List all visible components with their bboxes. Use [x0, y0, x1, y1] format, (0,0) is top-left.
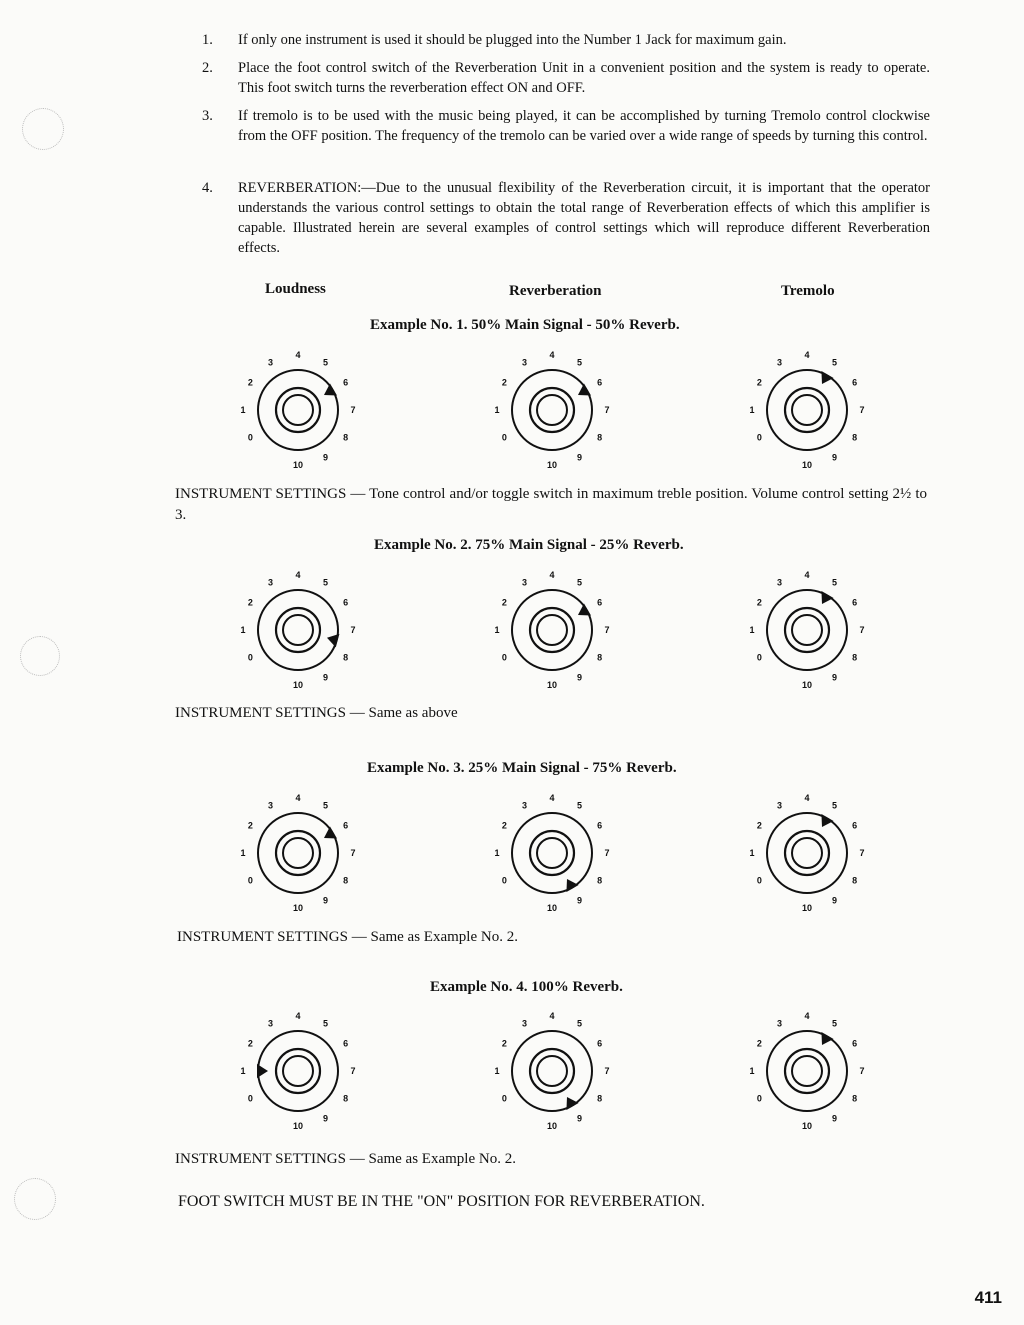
dial-outer-ring: [512, 590, 592, 670]
dial-scale-label: 10: [801, 680, 813, 690]
knob-cap: [537, 615, 567, 645]
dial-scale-label: 1: [749, 848, 755, 858]
dial-scale-label: 5: [576, 577, 583, 588]
dial-scale-label: 3: [776, 357, 783, 368]
tremolo-knob: [737, 562, 877, 702]
page-number: 411: [974, 1288, 1002, 1307]
dial-scale-label: 2: [756, 597, 762, 608]
dial-scale-label: 2: [756, 1038, 762, 1049]
dial-scale-label: 8: [852, 432, 858, 443]
dial-outer-ring: [512, 1031, 592, 1111]
dial-scale-label: 8: [597, 432, 603, 443]
dial-scale-label: 9: [831, 452, 838, 463]
knob-cap: [283, 1056, 313, 1086]
dial-scale-label: 10: [801, 1121, 813, 1131]
pointer-indicator: [578, 383, 591, 395]
dial-outer-ring: [258, 370, 338, 450]
pointer-indicator: [327, 634, 339, 648]
dial-scale-label: 2: [247, 597, 253, 608]
instrument-settings: INSTRUMENT SETTINGS — Tone control and/or toggle switch in maximum treble position. Volume control setting 2½ to 3.: [175, 486, 927, 523]
dial-scale-label: 0: [247, 652, 253, 663]
knob-cap: [792, 615, 822, 645]
instruction-text: If only one instrument is used it should be plugged into the Number 1 Jack for maximum gain.: [238, 32, 787, 48]
loudness-knob: [228, 342, 368, 482]
dial-scale-label: 7: [859, 1066, 865, 1076]
dial-scale-label: 1: [240, 848, 246, 858]
dial-scale-label: 7: [859, 405, 865, 415]
tremolo-knob: [737, 785, 877, 925]
loudness-knob: [228, 785, 368, 925]
dial-outer-ring: [767, 370, 847, 450]
dial-outer-ring: [512, 370, 592, 450]
dial-graphic: [228, 785, 368, 925]
dial-scale-label: 10: [546, 460, 558, 470]
dial-scale-label: 3: [267, 800, 274, 811]
dial-scale-label: 3: [776, 800, 783, 811]
dial-scale-label: 6: [852, 1038, 858, 1049]
instruction-1: [202, 30, 932, 50]
knob-cap: [283, 615, 313, 645]
dial-scale-label: 8: [597, 652, 603, 663]
dial-scale-label: 2: [247, 377, 253, 388]
reverberation-knob: [482, 562, 622, 702]
dial-scale-label: 9: [831, 1113, 838, 1124]
dial-outer-ring: [258, 1031, 338, 1111]
dial-outer-ring: [258, 813, 338, 893]
dial-graphic: [737, 562, 877, 702]
dial-scale-label: 4: [549, 570, 555, 580]
dial-scale-label: 8: [852, 875, 858, 886]
dial-graphic: [228, 342, 368, 482]
dial-scale-label: 4: [804, 1011, 810, 1021]
column-header-loudness: Loudness: [265, 281, 326, 297]
pointer-indicator: [324, 383, 337, 395]
dial-scale-label: 6: [343, 1038, 349, 1049]
dial-scale-label: 5: [576, 800, 583, 811]
dial-scale-label: 10: [546, 903, 558, 913]
dial-scale-label: 2: [501, 820, 507, 831]
dial-scale-label: 10: [292, 903, 304, 913]
dial-outer-ring: [258, 590, 338, 670]
dial-scale-label: 6: [852, 820, 858, 831]
dial-scale-label: 2: [247, 1038, 253, 1049]
dial-graphic: [737, 1003, 877, 1143]
dial-scale-label: 7: [859, 848, 865, 858]
knob-cap: [283, 395, 313, 425]
dial-scale-label: 0: [501, 1093, 507, 1104]
instruction-4: [202, 178, 932, 260]
dial-scale-label: 5: [576, 357, 583, 368]
dial-scale-label: 7: [604, 1066, 610, 1076]
dial-scale-label: 8: [597, 875, 603, 886]
instrument-settings: INSTRUMENT SETTINGS — Same as above: [175, 705, 458, 721]
punch-hole: [22, 108, 64, 150]
dial-scale-label: 4: [804, 570, 810, 580]
example-title: Example No. 2. 75% Main Signal - 25% Reverb.: [374, 537, 684, 553]
dial-scale-label: 7: [350, 848, 356, 858]
dial-scale-label: 1: [494, 848, 500, 858]
dial-scale-label: 2: [501, 1038, 507, 1049]
pointer-indicator: [821, 1032, 833, 1045]
dial-scale-label: 8: [343, 652, 349, 663]
dial-scale-label: 7: [350, 405, 356, 415]
dial-scale-label: 1: [749, 625, 755, 635]
dial-graphic: [482, 562, 622, 702]
dial-scale-label: 4: [295, 1011, 301, 1021]
dial-scale-label: 3: [521, 800, 528, 811]
dial-scale-label: 2: [247, 820, 253, 831]
dial-scale-label: 7: [604, 405, 610, 415]
dial-scale-label: 7: [604, 625, 610, 635]
dial-outer-ring: [767, 1031, 847, 1111]
dial-scale-label: 4: [549, 350, 555, 360]
dial-scale-label: 9: [576, 672, 583, 683]
dial-scale-label: 0: [756, 652, 762, 663]
dial-scale-label: 3: [521, 1018, 528, 1029]
knob-cap: [792, 1056, 822, 1086]
dial-scale-label: 6: [597, 820, 603, 831]
dial-scale-label: 0: [247, 875, 253, 886]
dial-scale-label: 10: [546, 680, 558, 690]
dial-scale-label: 5: [576, 1018, 583, 1029]
dial-scale-label: 1: [749, 405, 755, 415]
dial-scale-label: 0: [756, 1093, 762, 1104]
dial-scale-label: 7: [350, 1066, 356, 1076]
pointer-indicator: [257, 1064, 268, 1078]
dial-scale-label: 8: [597, 1093, 603, 1104]
dial-graphic: [228, 1003, 368, 1143]
dial-scale-label: 6: [343, 597, 349, 608]
dial-scale-label: 10: [292, 680, 304, 690]
dial-scale-label: 0: [247, 432, 253, 443]
dial-scale-label: 1: [240, 405, 246, 415]
dial-scale-label: 4: [549, 1011, 555, 1021]
dial-scale-label: 6: [597, 1038, 603, 1049]
dial-scale-label: 2: [501, 377, 507, 388]
dial-scale-label: 9: [322, 895, 329, 906]
column-header-tremolo: Tremolo: [781, 283, 835, 299]
dial-scale-label: 3: [521, 577, 528, 588]
dial-scale-label: 2: [501, 597, 507, 608]
dial-scale-label: 1: [494, 1066, 500, 1076]
instruction-text: Place the foot control switch of the Reverberation Unit in a convenient position and the system is ready to operate. This foot switch turns the reverberation effect ON and OFF.: [238, 60, 930, 96]
instruction-2: [202, 58, 932, 98]
dial-scale-label: 7: [859, 625, 865, 635]
dial-scale-label: 2: [756, 820, 762, 831]
instruction-number: 1.: [202, 32, 213, 48]
instrument-settings: INSTRUMENT SETTINGS — Same as Example No. 2.: [177, 929, 518, 945]
pointer-indicator: [578, 603, 591, 615]
pointer-indicator: [324, 826, 337, 838]
dial-scale-label: 6: [343, 820, 349, 831]
dial-scale-label: 10: [292, 460, 304, 470]
dial-scale-label: 5: [831, 1018, 838, 1029]
tremolo-knob: [737, 342, 877, 482]
dial-scale-label: 8: [852, 1093, 858, 1104]
instruction-text: REVERBERATION:—Due to the unusual flexibility of the Reverberation circuit, it is important that the operator understands the various control settings to obtain the total range of Reverberation effects of which this amplifier is capable. Illustrated herein are several examples of control settings which will reproduce different Reverberation effects.: [238, 180, 930, 256]
dial-outer-ring: [767, 813, 847, 893]
dial-scale-label: 6: [597, 597, 603, 608]
punch-hole: [20, 636, 60, 676]
loudness-knob: [228, 562, 368, 702]
tremolo-knob: [737, 1003, 877, 1143]
dial-scale-label: 3: [267, 577, 274, 588]
pointer-indicator: [821, 814, 833, 827]
instruction-3: [202, 106, 932, 166]
dial-scale-label: 9: [831, 895, 838, 906]
instruction-number: 3.: [202, 108, 213, 124]
pointer-indicator: [566, 879, 578, 892]
pointer-indicator: [566, 1097, 578, 1110]
knob-cap: [792, 838, 822, 868]
dial-scale-label: 5: [831, 800, 838, 811]
dial-scale-label: 0: [247, 1093, 253, 1104]
dial-scale-label: 4: [295, 793, 301, 803]
knob-cap: [537, 838, 567, 868]
dial-scale-label: 3: [776, 1018, 783, 1029]
reverberation-knob: [482, 785, 622, 925]
instruction-number: 2.: [202, 60, 213, 76]
dial-scale-label: 1: [749, 1066, 755, 1076]
example-title: Example No. 4. 100% Reverb.: [430, 979, 623, 995]
footer-note: FOOT SWITCH MUST BE IN THE "ON" POSITION FOR REVERBERATION.: [178, 1193, 705, 1210]
dial-scale-label: 5: [831, 357, 838, 368]
reverberation-knob: [482, 342, 622, 482]
knob-cap: [283, 838, 313, 868]
dial-graphic: [482, 1003, 622, 1143]
dial-scale-label: 5: [831, 577, 838, 588]
pointer-indicator: [821, 371, 833, 384]
dial-scale-label: 4: [295, 350, 301, 360]
dial-scale-label: 5: [322, 800, 329, 811]
dial-scale-label: 9: [831, 672, 838, 683]
dial-scale-label: 5: [322, 577, 329, 588]
dial-scale-label: 9: [322, 452, 329, 463]
dial-scale-label: 6: [343, 377, 349, 388]
dial-scale-label: 4: [295, 570, 301, 580]
dial-scale-label: 9: [576, 1113, 583, 1124]
dial-scale-label: 0: [756, 875, 762, 886]
dial-scale-label: 0: [501, 432, 507, 443]
dial-scale-label: 5: [322, 1018, 329, 1029]
dial-scale-label: 10: [801, 460, 813, 470]
dial-graphic: [737, 342, 877, 482]
dial-scale-label: 0: [756, 432, 762, 443]
dial-scale-label: 10: [801, 903, 813, 913]
dial-scale-label: 6: [852, 597, 858, 608]
dial-scale-label: 5: [322, 357, 329, 368]
dial-scale-label: 9: [576, 452, 583, 463]
punch-hole: [14, 1178, 56, 1220]
example-title: Example No. 3. 25% Main Signal - 75% Reverb.: [367, 760, 677, 776]
dial-scale-label: 3: [267, 357, 274, 368]
pointer-indicator: [821, 591, 833, 604]
dial-scale-label: 7: [350, 625, 356, 635]
dial-scale-label: 3: [267, 1018, 274, 1029]
dial-scale-label: 1: [240, 625, 246, 635]
dial-scale-label: 4: [804, 793, 810, 803]
instruction-text: If tremolo is to be used with the music being played, it can be accomplished by turning Tremolo control clockwise from the OFF position. The frequency of the tremolo can be varied over a wide range of speeds by turning this control.: [238, 108, 930, 144]
dial-scale-label: 4: [549, 793, 555, 803]
dial-scale-label: 0: [501, 875, 507, 886]
knob-cap: [537, 395, 567, 425]
dial-scale-label: 10: [292, 1121, 304, 1131]
dial-scale-label: 8: [343, 1093, 349, 1104]
dial-scale-label: 2: [756, 377, 762, 388]
dial-scale-label: 9: [576, 895, 583, 906]
dial-scale-label: 8: [343, 875, 349, 886]
dial-scale-label: 10: [546, 1121, 558, 1131]
dial-scale-label: 3: [521, 357, 528, 368]
dial-scale-label: 0: [501, 652, 507, 663]
loudness-knob: [228, 1003, 368, 1143]
dial-scale-label: 8: [343, 432, 349, 443]
knob-cap: [537, 1056, 567, 1086]
dial-scale-label: 1: [494, 625, 500, 635]
reverberation-knob: [482, 1003, 622, 1143]
dial-scale-label: 1: [494, 405, 500, 415]
dial-outer-ring: [767, 590, 847, 670]
dial-scale-label: 9: [322, 672, 329, 683]
dial-scale-label: 3: [776, 577, 783, 588]
dial-scale-label: 6: [852, 377, 858, 388]
example-title: Example No. 1. 50% Main Signal - 50% Reverb.: [370, 317, 680, 333]
dial-graphic: [228, 562, 368, 702]
instruction-number: 4.: [202, 180, 213, 196]
dial-graphic: [482, 342, 622, 482]
dial-graphic: [737, 785, 877, 925]
knob-cap: [792, 395, 822, 425]
dial-scale-label: 7: [604, 848, 610, 858]
dial-scale-label: 4: [804, 350, 810, 360]
dial-scale-label: 9: [322, 1113, 329, 1124]
dial-scale-label: 8: [852, 652, 858, 663]
dial-outer-ring: [512, 813, 592, 893]
dial-scale-label: 1: [240, 1066, 246, 1076]
dial-scale-label: 6: [597, 377, 603, 388]
dial-graphic: [482, 785, 622, 925]
column-header-reverberation: Reverberation: [509, 283, 602, 299]
instrument-settings: INSTRUMENT SETTINGS — Same as Example No. 2.: [175, 1151, 516, 1167]
